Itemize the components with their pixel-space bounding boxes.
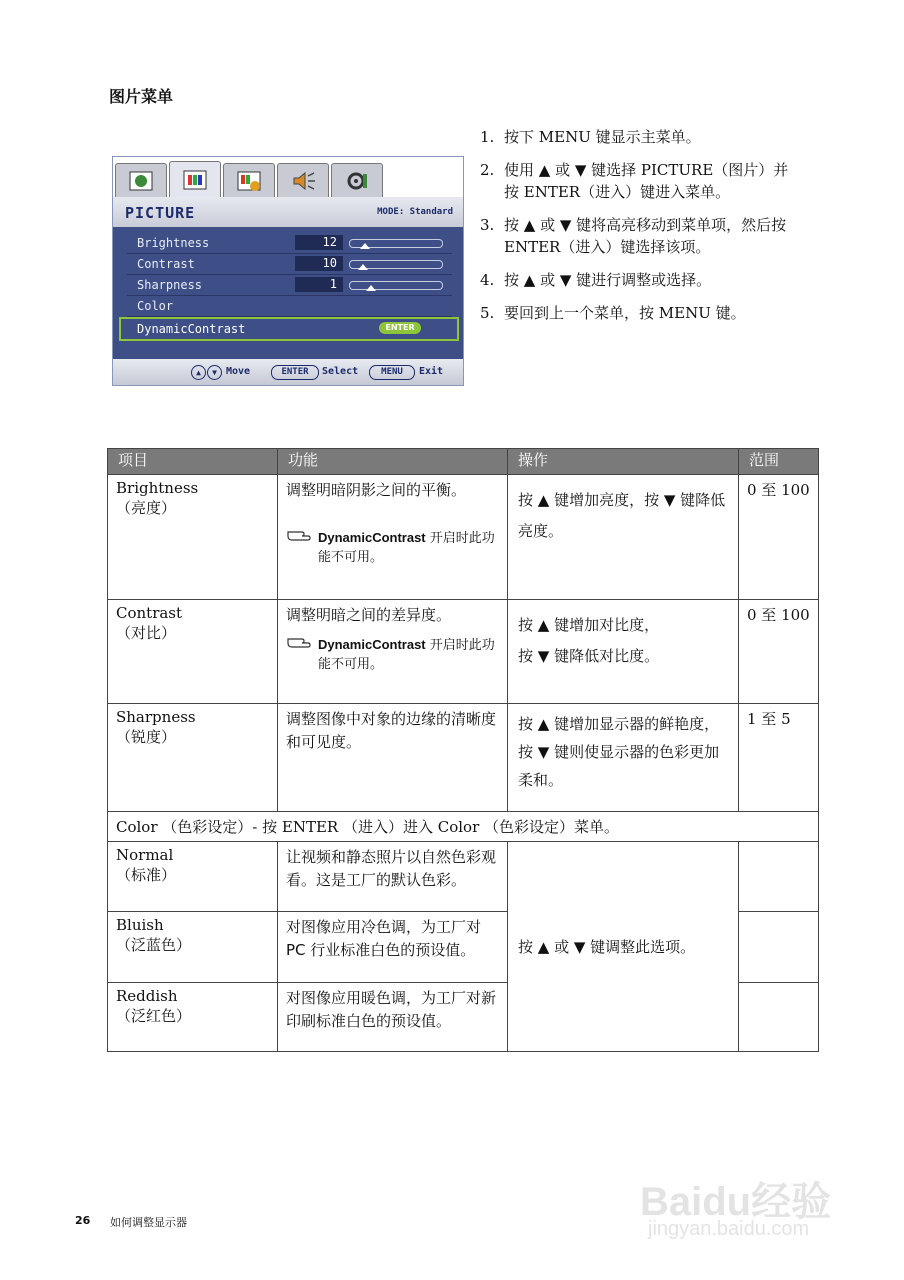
operation-cell: 按 ▲ 键增加显示器的鲜艳度，按 ▼ 键则使显示器的色彩更加柔和。 — [508, 704, 739, 812]
function-cell: 对图像应用冷色调，为工厂对 PC 行业标准白色的预设值。 — [278, 912, 508, 983]
operation-cell: 按 ▲ 或 ▼ 键调整此选项。 — [508, 842, 739, 1052]
function-cell: 让视频和静态照片以自然色彩观看。这是工厂的默认色彩。 — [278, 842, 508, 912]
osd-row-label: Contrast — [137, 257, 195, 271]
instruction-steps — [480, 126, 800, 335]
table-row-color — [108, 812, 819, 842]
osd-row-dynamiccontrast — [119, 317, 459, 341]
osd-mode: MODE: Standard — [377, 207, 453, 217]
operation-cell: 按 ▲ 键增加亮度，按 ▼ 键降低亮度。 — [508, 475, 739, 600]
item-cell: Normal （标准） — [108, 842, 278, 912]
watermark-text: Baidu经验 — [640, 1180, 832, 1224]
table-row-brightness — [108, 475, 819, 600]
table-row-normal — [108, 842, 819, 912]
osd-tab-display — [115, 163, 167, 198]
osd-footer-exit: Exit — [419, 366, 444, 377]
section-title: 图片菜单 — [109, 87, 174, 106]
range-cell: 1 至 5 — [739, 704, 819, 812]
watermark-url: jingyan.baidu.com — [648, 1218, 810, 1240]
gear-icon — [344, 170, 370, 192]
range-cell — [739, 842, 819, 912]
range-cell — [739, 912, 819, 983]
header-range: 范围 — [739, 449, 819, 475]
range-cell: 0 至 100 — [739, 600, 819, 704]
osd-footer-enter: ENTER — [271, 365, 319, 380]
step-item: 5. 要回到上一个菜单，按 MENU 键。 — [480, 304, 746, 322]
table-header-row — [108, 449, 819, 475]
settings-table — [107, 448, 819, 1052]
osd-row-label: DynamicContrast — [137, 322, 246, 336]
note: DynamicContrast 开启时此功能不可用。 — [286, 635, 499, 674]
osd-tab-bar — [113, 157, 463, 197]
header-operation: 操作 — [508, 449, 739, 475]
osd-slider-knob — [358, 264, 368, 270]
osd-footer-select: Select — [322, 366, 359, 377]
osd-slider-knob — [366, 285, 376, 291]
note: DynamicContrast 开启时此功能不可用。 — [286, 528, 499, 567]
osd-tab-system — [331, 163, 383, 198]
function-cell: 调整明暗之间的差异度。 DynamicContrast 开启时此功能不可用。 — [278, 600, 508, 704]
up-arrow-icon: ▲ — [191, 365, 206, 380]
osd-footer — [113, 359, 463, 385]
osd-row-contrast — [127, 254, 452, 275]
table-row-sharpness — [108, 704, 819, 812]
osd-menu-screenshot — [112, 156, 464, 386]
step-item: 3. 按 ▲ 或 ▼ 键将高亮移动到菜单项，然后按 ENTER（进入）键选择该项。 — [480, 216, 787, 256]
item-cell: Contrast （对比） — [108, 600, 278, 704]
item-cell: Brightness （亮度） — [108, 475, 278, 600]
osd-row-brightness — [127, 233, 452, 254]
item-cell: Reddish （泛红色） — [108, 983, 278, 1052]
osd-tab-audio — [277, 163, 329, 198]
pointing-hand-icon — [286, 635, 314, 651]
table-row-contrast — [108, 600, 819, 704]
picture-advanced-icon — [236, 170, 262, 192]
osd-row-label: Color — [137, 299, 174, 313]
header-function: 功能 — [278, 449, 508, 475]
pointing-hand-icon — [286, 528, 314, 544]
down-arrow-icon: ▼ — [207, 365, 222, 380]
osd-row-sharpness — [127, 275, 452, 296]
page-footer-title: 如何调整显示器 — [110, 1216, 187, 1229]
osd-slider-knob — [360, 243, 370, 249]
osd-slider — [349, 239, 443, 248]
item-cell: Sharpness （锐度） — [108, 704, 278, 812]
baidu-watermark — [640, 1150, 860, 1250]
item-cell: Bluish （泛蓝色） — [108, 912, 278, 983]
osd-row-label: Sharpness — [137, 278, 203, 292]
display-adjust-icon — [128, 170, 154, 192]
step-item: 4. 按 ▲ 或 ▼ 键进行调整或选择。 — [480, 271, 712, 289]
picture-icon — [182, 169, 208, 191]
osd-header — [113, 197, 463, 227]
function-cell: 调整明暗阴影之间的平衡。 DynamicContrast 开启时此功能不可用。 — [278, 475, 508, 600]
osd-tab-picture-advanced — [223, 163, 275, 198]
osd-tab-picture — [169, 161, 221, 198]
step-item: 2. 使用 ▲ 或 ▼ 键选择 PICTURE（图片）并按 ENTER（进入）键进入菜单。 — [480, 161, 789, 201]
page-number: 26 — [75, 1214, 91, 1227]
osd-enter-badge: ENTER — [379, 322, 421, 334]
range-cell — [739, 983, 819, 1052]
osd-footer-menu: MENU — [369, 365, 415, 380]
header-item: 项目 — [108, 449, 278, 475]
speaker-icon — [290, 170, 316, 192]
osd-title: PICTURE — [125, 204, 196, 222]
step-item: 1. 按下 MENU 键显示主菜单。 — [480, 128, 701, 146]
osd-footer-move: Move — [226, 366, 251, 377]
function-cell: 调整图像中对象的边缘的清晰度和可见度。 — [278, 704, 508, 812]
osd-row-label: Brightness — [137, 236, 210, 250]
osd-row-color — [127, 296, 452, 317]
function-cell: 对图像应用暖色调，为工厂对新印刷标准白色的预设值。 — [278, 983, 508, 1052]
osd-slider — [349, 281, 443, 290]
osd-row-value: 12 — [295, 235, 343, 250]
osd-row-value: 1 — [295, 277, 343, 292]
osd-row-value: 10 — [295, 256, 343, 271]
range-cell: 0 至 100 — [739, 475, 819, 600]
color-row-cell: Color （色彩设定）- 按 ENTER （进入）进入 Color （色彩设定）菜单。 — [108, 812, 819, 842]
osd-slider — [349, 260, 443, 269]
operation-cell: 按 ▲ 键增加对比度， 按 ▼ 键降低对比度。 — [508, 600, 739, 704]
